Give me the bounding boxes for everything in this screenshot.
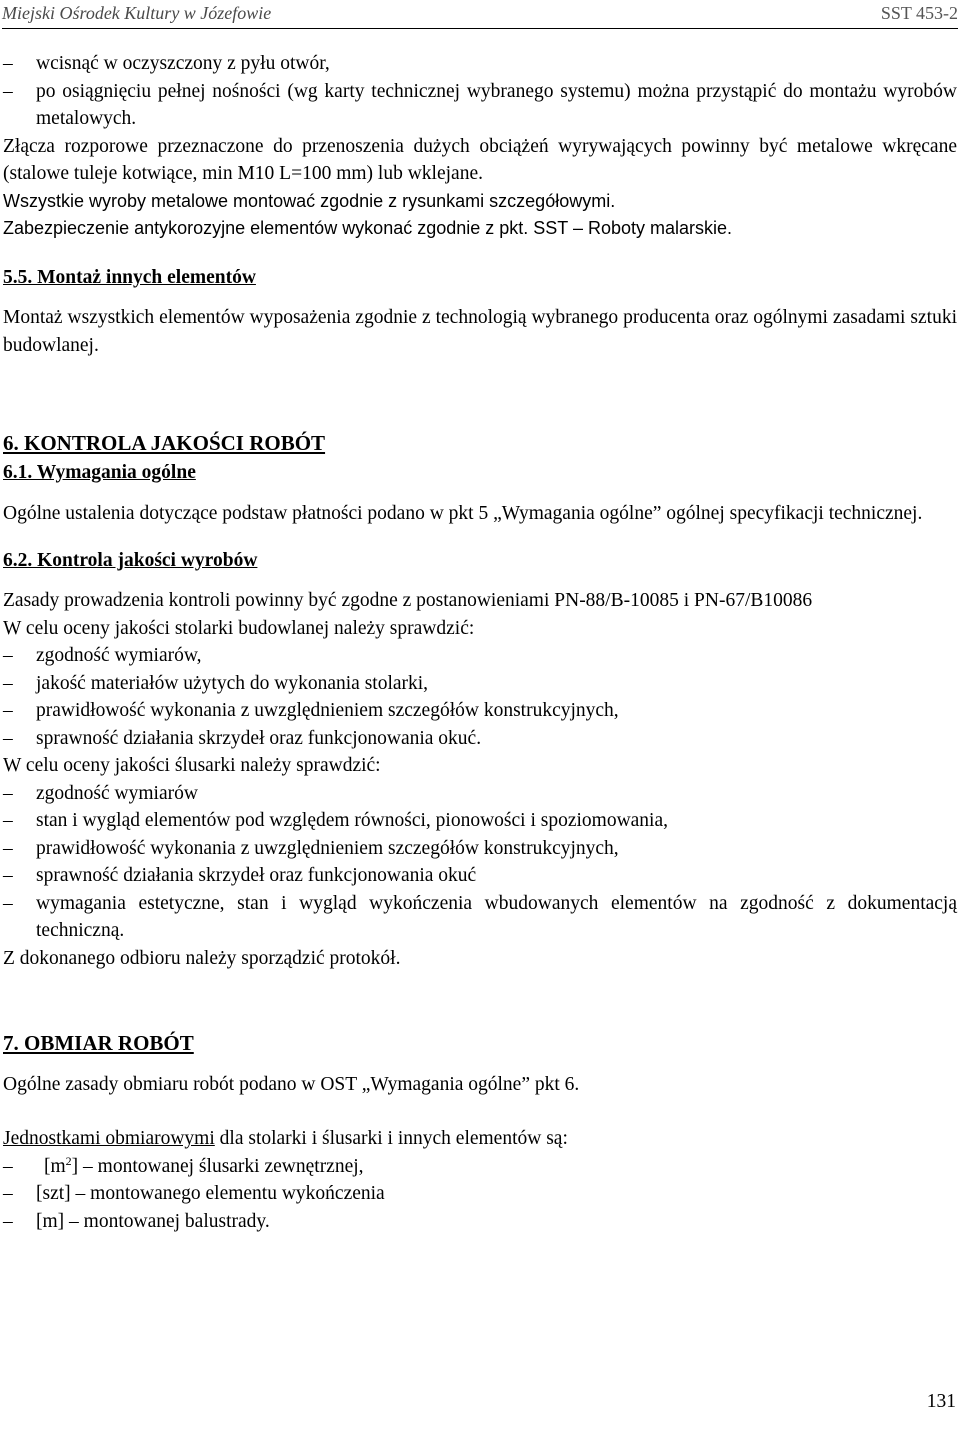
header-institution: Miejski Ośrodek Kultury w Józefowie	[2, 3, 272, 23]
list-item: – po osiągnięciu pełnej nośności (wg karty technicznej wybranego systemu) można przystąpić do montażu wyrobów metalowych.	[3, 78, 957, 133]
intro-list	[3, 50, 957, 133]
stolarka-checklist	[3, 642, 957, 752]
paragraph-5-5: Montaż wszystkich elementów wyposażenia zgodnie z technologią wybranego producenta oraz ogólnymi zasadami sztuki budowlanej.	[3, 307, 957, 356]
dash-bullet: –	[3, 53, 13, 74]
list-item: – prawidłowość wykonania z uwzględnieniem szczegółów konstrukcyjnych,	[3, 697, 957, 725]
heading-5-5: 5.5. Montaż innych elementów	[3, 266, 256, 288]
paragraph-anchors: Złącza rozporowe przeznaczone do przenoszenia dużych obciążeń wyrywających powinny być metalowe wkręcane (stalowe tuleje kotwiące, min M10 L=100 mm) lub wklejane.	[3, 135, 957, 184]
paragraph-protocol: Z dokonanego odbioru należy sporządzić protokół.	[3, 947, 401, 969]
units-intro: Jednostkami obmiarowymi dla stolarki i ślusarki i innych elementów są:	[3, 1128, 568, 1149]
stolarka-intro: W celu oceny jakości stolarki budowlanej należy sprawdzić:	[3, 617, 475, 639]
dash-bullet: –	[3, 1155, 13, 1177]
document-body	[3, 50, 957, 1235]
dash-bullet: –	[3, 782, 13, 804]
dash-bullet: –	[3, 727, 13, 749]
dash-bullet: –	[3, 865, 13, 886]
dash-bullet: –	[3, 672, 13, 694]
list-item: – [m] – montowanej balustrady.	[3, 1208, 957, 1236]
page-header	[2, 0, 958, 29]
list-item: – sprawność działania skrzydeł oraz funkcjonowania okuć	[3, 862, 957, 890]
list-item: – stan i wygląd elementów pod względem równości, pionowości i spoziomowania,	[3, 807, 957, 835]
paragraph-6-2: Zasady prowadzenia kontroli powinny być zgodne z postanowieniami PN-88/B-10085 i PN-67/B10086	[3, 590, 813, 611]
paragraph-anticorrosion: Zabezpieczenie antykorozyjne elementów wykonać zgodnie z pkt. SST – Roboty malarskie.	[3, 218, 733, 238]
dash-bullet: –	[3, 700, 13, 721]
page-number: 131	[926, 1391, 956, 1412]
heading-7: 7. OBMIAR ROBÓT	[3, 1031, 194, 1055]
dash-bullet: –	[3, 80, 13, 102]
list-item: – wymagania estetyczne, stan i wygląd wykończenia wbudowanych elementów na zgodność z dokumentacją techniczną.	[3, 890, 957, 945]
dash-bullet: –	[3, 1183, 13, 1204]
heading-6: 6. KONTROLA JAKOŚCI ROBÓT	[3, 431, 326, 455]
list-item: – $[m^2]$ – montowanej ślusarki zewnętrznej,	[3, 1153, 957, 1181]
dash-bullet: –	[3, 1210, 13, 1232]
paragraph-metal-products: Wszystkie wyroby metalowe montować zgodnie z rysunkami szczegółowymi.	[3, 190, 616, 211]
list-item: – prawidłowość wykonania z uwzględnieniem szczegółów konstrukcyjnych,	[3, 835, 957, 863]
dash-bullet: –	[3, 837, 13, 859]
paragraph-7: Ogólne zasady obmiaru robót podano w OST „Wymagania ogólne” pkt 6.	[3, 1073, 580, 1095]
units-label: Jednostkami obmiarowymi	[3, 1128, 215, 1149]
list-item: – [szt] – montowanego elementu wykończenia	[3, 1180, 957, 1208]
header-spec-code: SST 453-2	[880, 3, 958, 23]
dash-bullet: –	[3, 892, 13, 914]
list-item: – zgodność wymiarów	[3, 780, 957, 808]
dash-bullet: –	[3, 645, 13, 666]
slusarka-intro: W celu oceny jakości ślusarki należy sprawdzić:	[3, 755, 381, 776]
list-item: – sprawność działania skrzydeł oraz funkcjonowania okuć.	[3, 725, 957, 753]
dash-bullet: –	[3, 810, 13, 831]
list-item: – jakość materiałów użytych do wykonania stolarki,	[3, 670, 957, 698]
list-item: – wcisnąć w oczyszczony z pyłu otwór,	[3, 50, 957, 78]
list-item: – zgodność wymiarów,	[3, 642, 957, 670]
paragraph-6-1: Ogólne ustalenia dotyczące podstaw płatności podano w pkt 5 „Wymagania ogólne” ogólnej specyfikacji technicznej.	[3, 503, 923, 524]
heading-6-1: 6.1. Wymagania ogólne	[3, 461, 196, 483]
units-list	[3, 1153, 957, 1236]
slusarka-checklist	[3, 780, 957, 945]
heading-6-2: 6.2. Kontrola jakości wyrobów	[3, 549, 258, 571]
